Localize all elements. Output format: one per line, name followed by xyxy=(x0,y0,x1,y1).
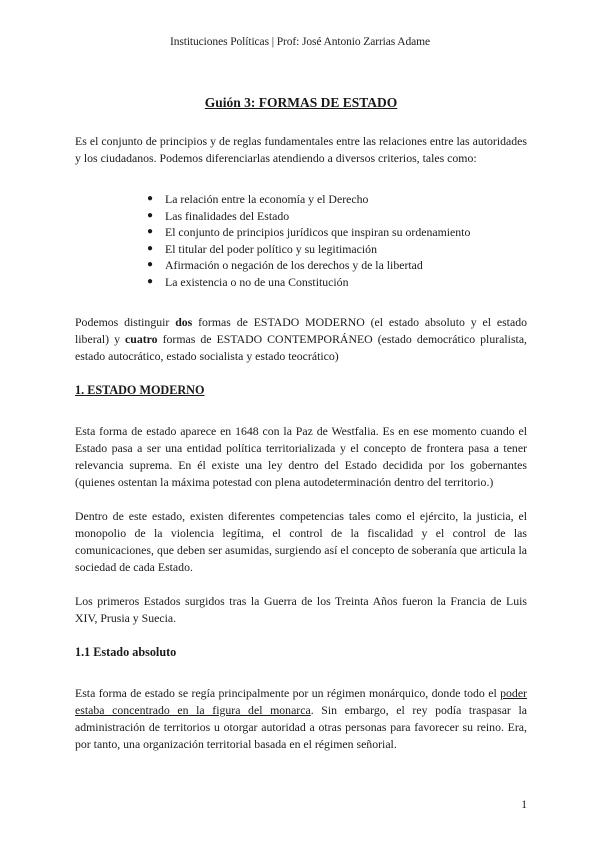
list-item xyxy=(147,224,527,241)
list-item-text: Afirmación o negación de los derechos y de la libertad xyxy=(165,258,423,272)
list-item xyxy=(147,257,527,274)
section1-paragraph-1: Esta forma de estado aparece en 1648 con la Paz de Westfalia. Es en ese momento cuando el Estado pasa a ser una entidad política territorializada y el concepto de frontera pasa a tener relevancia suprema. En él existe una ley dentro del Estado decidida por los gobernantes (quienes ostentan la máxima potestad con plena autodeterminación dentro del territorio.) xyxy=(75,424,527,489)
distinction-text-2: formas de ESTADO MODERNO (el estado absoluto y el estado liberal) y xyxy=(75,315,527,346)
distinction-paragraph xyxy=(75,314,527,365)
list-item xyxy=(147,208,527,225)
bullet-icon: ● xyxy=(147,242,154,254)
page-number: 1 xyxy=(521,799,527,811)
distinction-text-1: Podemos distinguir xyxy=(75,315,176,329)
distinction-bold-dos: dos xyxy=(175,315,193,329)
subsection11-underlined-text: poder estaba concentrado en la figura del monarca xyxy=(75,686,527,717)
bullet-icon: ● xyxy=(147,259,154,270)
intro-paragraph: Es el conjunto de principios y de reglas fundamentales entre las relaciones entre las autoridades y los ciudadanos. Podemos diferenciarlas atendiendo a diversos criterios, tales como: xyxy=(75,134,527,165)
section1-paragraph-3: Los primeros Estados surgidos tras la Guerra de los Treinta Años fueron la Francia de Luis XIV, Prusia y Suecia. xyxy=(75,594,527,625)
bullet-icon: ● xyxy=(147,193,154,204)
subsection11-paragraph-1 xyxy=(75,685,527,753)
criteria-list xyxy=(147,191,527,290)
list-item-text: El titular del poder político y su legitimación xyxy=(165,241,377,256)
section-heading-estado-moderno: 1. ESTADO MODERNO xyxy=(75,383,205,397)
running-header: Instituciones Políticas | Prof: José Antonio Zarrias Adame xyxy=(169,36,430,48)
list-item-text: El conjunto de principios jurídicos que inspiran su ordenamiento xyxy=(165,225,471,239)
bullet-icon: ● xyxy=(147,226,154,237)
document-title: Guión 3: FORMAS DE ESTADO xyxy=(204,95,398,110)
subsection11-text-start: Esta forma de estado se regía principalmente por un régimen monárquico, donde todo el xyxy=(75,686,501,700)
list-item-text: La relación entre la economía y el Derecho xyxy=(165,192,369,206)
list-item xyxy=(147,241,527,258)
list-item-text: La existencia o no de una Constitución xyxy=(165,274,349,289)
page-body xyxy=(75,94,527,770)
distinction-bold-cuatro: cuatro xyxy=(125,332,158,346)
bullet-icon: ● xyxy=(147,209,154,221)
list-item xyxy=(147,274,527,291)
bullet-icon: ● xyxy=(147,275,154,287)
list-item-text: Las finalidades del Estado xyxy=(165,208,290,223)
list-item xyxy=(147,191,527,208)
distinction-text-3: formas de ESTADO CONTEMPORÁNEO (estado democrático pluralista, estado autocrático, estado socialista y estado teocrático) xyxy=(75,332,528,363)
section1-paragraph-2: Dentro de este estado, existen diferentes competencias tales como el ejército, la justicia, el monopolio de la violencia legítima, el control de la fiscalidad y el control de las comunicaciones, que deben ser asumidas, surgiendo así el concepto de soberanía que articula la sociedad de cada Estado. xyxy=(75,509,527,574)
subsection11-text-end: . Sin embargo, el rey podía traspasar la administración de territorios u otorgar autoridad a otras personas para favorecer su reino. Era, por tanto, una organización territorial basada en el régimen señorial. xyxy=(75,703,527,751)
subsection-heading-estado-absoluto: 1.1 Estado absoluto xyxy=(75,645,177,659)
